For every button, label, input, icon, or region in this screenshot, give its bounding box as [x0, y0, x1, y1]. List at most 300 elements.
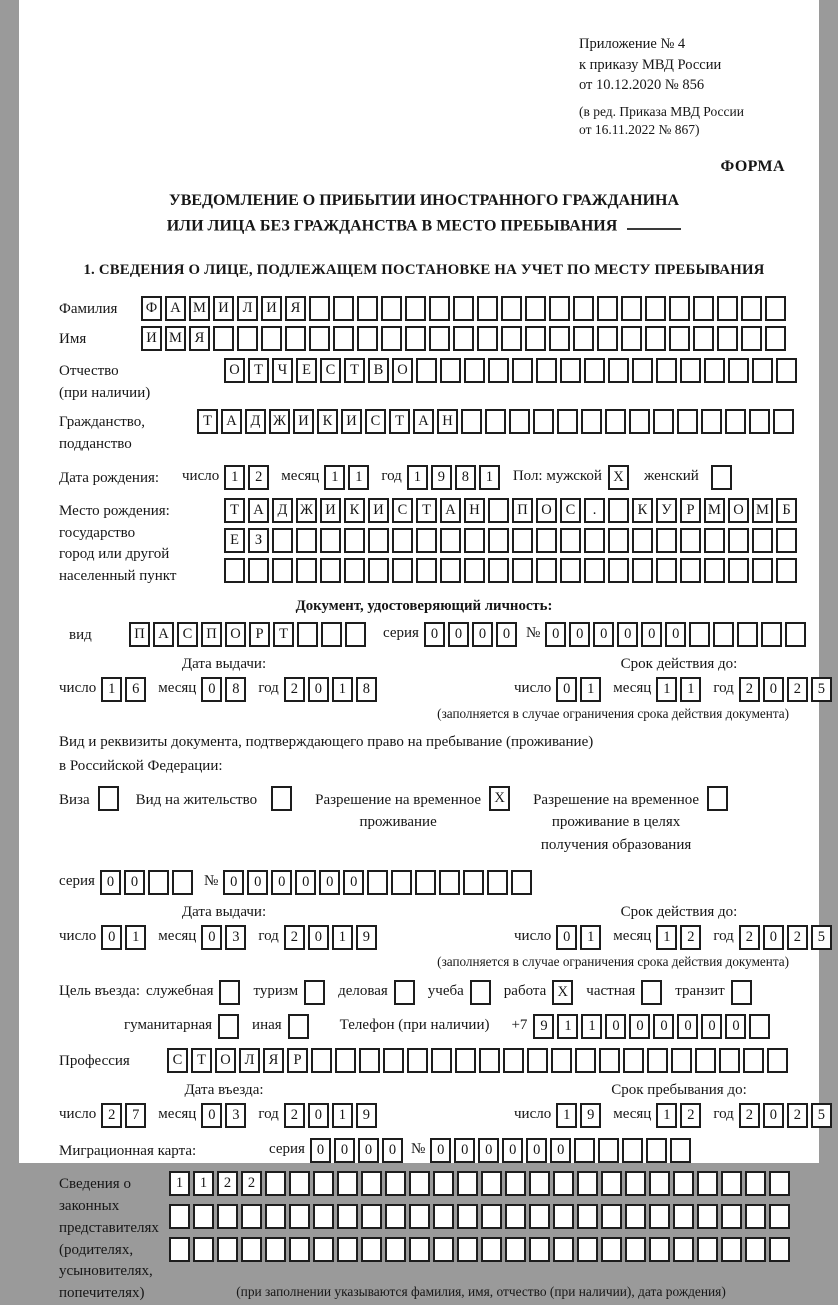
char-cell[interactable]: [785, 622, 806, 647]
char-cell[interactable]: [433, 1204, 454, 1229]
char-cell[interactable]: 0: [430, 1138, 451, 1163]
char-cell[interactable]: А: [248, 498, 269, 523]
char-cell[interactable]: [745, 1204, 766, 1229]
char-cell[interactable]: 0: [569, 622, 590, 647]
char-cell[interactable]: 1: [169, 1171, 190, 1196]
char-cell[interactable]: М: [752, 498, 773, 523]
char-cell[interactable]: 1: [656, 925, 677, 950]
char-cell[interactable]: [385, 1171, 406, 1196]
char-cell[interactable]: [623, 1048, 644, 1073]
char-cell[interactable]: [289, 1204, 310, 1229]
char-cell[interactable]: [625, 1171, 646, 1196]
char-cell[interactable]: 2: [101, 1103, 122, 1128]
char-cell[interactable]: [529, 1171, 550, 1196]
char-cell[interactable]: С: [560, 498, 581, 523]
char-cell[interactable]: [416, 358, 437, 383]
char-cell[interactable]: [509, 409, 530, 434]
char-cell[interactable]: 1: [557, 1014, 578, 1039]
char-cell[interactable]: [213, 326, 234, 351]
char-cell[interactable]: [680, 358, 701, 383]
char-cell[interactable]: 5: [811, 677, 832, 702]
transit-checkbox-cell[interactable]: [731, 980, 752, 1005]
char-cell[interactable]: [415, 870, 436, 895]
char-cell[interactable]: [737, 622, 758, 647]
char-cell[interactable]: [265, 1237, 286, 1262]
char-cell[interactable]: [573, 326, 594, 351]
char-cell[interactable]: [584, 358, 605, 383]
char-cell[interactable]: [311, 1048, 332, 1073]
work-checkbox-cell[interactable]: X: [552, 980, 573, 1005]
char-cell[interactable]: [693, 296, 714, 321]
char-cell[interactable]: [337, 1204, 358, 1229]
char-cell[interactable]: [677, 409, 698, 434]
char-cell[interactable]: 9: [356, 1103, 377, 1128]
char-cell[interactable]: [601, 1204, 622, 1229]
char-cell[interactable]: [487, 870, 508, 895]
char-cell[interactable]: [717, 296, 738, 321]
char-cell[interactable]: [241, 1204, 262, 1229]
char-cell[interactable]: 0: [763, 925, 784, 950]
char-cell[interactable]: [512, 358, 533, 383]
char-cell[interactable]: 2: [739, 1103, 760, 1128]
char-cell[interactable]: [549, 326, 570, 351]
char-cell[interactable]: М: [165, 326, 186, 351]
char-cell[interactable]: 0: [271, 870, 292, 895]
char-cell[interactable]: 0: [308, 925, 329, 950]
char-cell[interactable]: [481, 1171, 502, 1196]
char-cell[interactable]: П: [512, 498, 533, 523]
char-cell[interactable]: [385, 1204, 406, 1229]
char-cell[interactable]: [577, 1204, 598, 1229]
char-cell[interactable]: 0: [556, 925, 577, 950]
char-cell[interactable]: А: [221, 409, 242, 434]
char-cell[interactable]: [367, 870, 388, 895]
char-cell[interactable]: [776, 358, 797, 383]
char-cell[interactable]: П: [201, 622, 222, 647]
char-cell[interactable]: 1: [581, 1014, 602, 1039]
char-cell[interactable]: [536, 558, 557, 583]
char-cell[interactable]: 0: [629, 1014, 650, 1039]
char-cell[interactable]: [169, 1204, 190, 1229]
char-cell[interactable]: [224, 558, 245, 583]
char-cell[interactable]: [749, 1014, 770, 1039]
char-cell[interactable]: Р: [680, 498, 701, 523]
char-cell[interactable]: 1: [556, 1103, 577, 1128]
char-cell[interactable]: В: [368, 358, 389, 383]
char-cell[interactable]: 6: [125, 677, 146, 702]
char-cell[interactable]: П: [129, 622, 150, 647]
char-cell[interactable]: М: [704, 498, 725, 523]
char-cell[interactable]: [728, 358, 749, 383]
char-cell[interactable]: [752, 558, 773, 583]
char-cell[interactable]: [741, 326, 762, 351]
char-cell[interactable]: .: [584, 498, 605, 523]
char-cell[interactable]: [464, 558, 485, 583]
char-cell[interactable]: [237, 326, 258, 351]
char-cell[interactable]: [289, 1237, 310, 1262]
char-cell[interactable]: 9: [431, 465, 452, 490]
char-cell[interactable]: 0: [100, 870, 121, 895]
char-cell[interactable]: [673, 1237, 694, 1262]
char-cell[interactable]: 0: [550, 1138, 571, 1163]
char-cell[interactable]: 0: [101, 925, 122, 950]
char-cell[interactable]: 8: [356, 677, 377, 702]
char-cell[interactable]: [673, 1204, 694, 1229]
char-cell[interactable]: [431, 1048, 452, 1073]
char-cell[interactable]: 0: [763, 677, 784, 702]
char-cell[interactable]: И: [320, 498, 341, 523]
char-cell[interactable]: [248, 558, 269, 583]
char-cell[interactable]: Т: [191, 1048, 212, 1073]
char-cell[interactable]: [584, 558, 605, 583]
char-cell[interactable]: Ч: [272, 358, 293, 383]
char-cell[interactable]: [383, 1048, 404, 1073]
char-cell[interactable]: [392, 528, 413, 553]
char-cell[interactable]: [505, 1204, 526, 1229]
char-cell[interactable]: 0: [201, 1103, 222, 1128]
char-cell[interactable]: [669, 326, 690, 351]
char-cell[interactable]: С: [177, 622, 198, 647]
tourism-checkbox-cell[interactable]: [304, 980, 325, 1005]
char-cell[interactable]: [721, 1171, 742, 1196]
char-cell[interactable]: 5: [811, 925, 832, 950]
char-cell[interactable]: 1: [332, 1103, 353, 1128]
char-cell[interactable]: [629, 409, 650, 434]
char-cell[interactable]: [344, 558, 365, 583]
char-cell[interactable]: 3: [225, 925, 246, 950]
char-cell[interactable]: 0: [617, 622, 638, 647]
char-cell[interactable]: 0: [641, 622, 662, 647]
male-checkbox-cell[interactable]: X: [608, 465, 629, 490]
char-cell[interactable]: [361, 1204, 382, 1229]
char-cell[interactable]: [649, 1237, 670, 1262]
char-cell[interactable]: [584, 528, 605, 553]
char-cell[interactable]: [621, 296, 642, 321]
char-cell[interactable]: 0: [725, 1014, 746, 1039]
char-cell[interactable]: 0: [343, 870, 364, 895]
female-checkbox-cell[interactable]: [711, 465, 732, 490]
char-cell[interactable]: [333, 296, 354, 321]
char-cell[interactable]: [656, 558, 677, 583]
char-cell[interactable]: О: [728, 498, 749, 523]
char-cell[interactable]: 2: [241, 1171, 262, 1196]
char-cell[interactable]: [632, 528, 653, 553]
visa-checkbox-cell[interactable]: [98, 786, 119, 811]
char-cell[interactable]: И: [213, 296, 234, 321]
char-cell[interactable]: [440, 558, 461, 583]
char-cell[interactable]: 1: [479, 465, 500, 490]
char-cell[interactable]: И: [368, 498, 389, 523]
char-cell[interactable]: [625, 1237, 646, 1262]
char-cell[interactable]: [512, 558, 533, 583]
char-cell[interactable]: 2: [284, 1103, 305, 1128]
char-cell[interactable]: [503, 1048, 524, 1073]
char-cell[interactable]: [309, 296, 330, 321]
char-cell[interactable]: [745, 1171, 766, 1196]
char-cell[interactable]: [453, 296, 474, 321]
char-cell[interactable]: [761, 622, 782, 647]
char-cell[interactable]: Ж: [269, 409, 290, 434]
char-cell[interactable]: [488, 558, 509, 583]
char-cell[interactable]: 2: [787, 1103, 808, 1128]
char-cell[interactable]: [368, 528, 389, 553]
char-cell[interactable]: [461, 409, 482, 434]
char-cell[interactable]: [608, 498, 629, 523]
char-cell[interactable]: [632, 358, 653, 383]
char-cell[interactable]: 2: [217, 1171, 238, 1196]
char-cell[interactable]: 0: [358, 1138, 379, 1163]
char-cell[interactable]: 2: [787, 925, 808, 950]
char-cell[interactable]: 2: [284, 925, 305, 950]
char-cell[interactable]: [511, 870, 532, 895]
char-cell[interactable]: [361, 1237, 382, 1262]
char-cell[interactable]: [704, 528, 725, 553]
char-cell[interactable]: [479, 1048, 500, 1073]
char-cell[interactable]: [608, 528, 629, 553]
char-cell[interactable]: [656, 358, 677, 383]
char-cell[interactable]: [463, 870, 484, 895]
temp-residence-checkbox-cell[interactable]: X: [489, 786, 510, 811]
char-cell[interactable]: [148, 870, 169, 895]
char-cell[interactable]: [405, 296, 426, 321]
char-cell[interactable]: [697, 1171, 718, 1196]
char-cell[interactable]: [719, 1048, 740, 1073]
char-cell[interactable]: [320, 528, 341, 553]
char-cell[interactable]: [773, 409, 794, 434]
char-cell[interactable]: 0: [201, 925, 222, 950]
char-cell[interactable]: [455, 1048, 476, 1073]
char-cell[interactable]: [416, 558, 437, 583]
char-cell[interactable]: [272, 528, 293, 553]
char-cell[interactable]: [605, 409, 626, 434]
char-cell[interactable]: М: [189, 296, 210, 321]
char-cell[interactable]: 1: [348, 465, 369, 490]
char-cell[interactable]: [621, 326, 642, 351]
char-cell[interactable]: [505, 1171, 526, 1196]
char-cell[interactable]: Л: [239, 1048, 260, 1073]
humanitarian-checkbox-cell[interactable]: [218, 1014, 239, 1039]
char-cell[interactable]: [695, 1048, 716, 1073]
char-cell[interactable]: [776, 528, 797, 553]
char-cell[interactable]: И: [141, 326, 162, 351]
char-cell[interactable]: [553, 1171, 574, 1196]
char-cell[interactable]: 0: [382, 1138, 403, 1163]
char-cell[interactable]: О: [392, 358, 413, 383]
char-cell[interactable]: [440, 528, 461, 553]
char-cell[interactable]: [632, 558, 653, 583]
char-cell[interactable]: 8: [455, 465, 476, 490]
char-cell[interactable]: [488, 358, 509, 383]
char-cell[interactable]: [433, 1171, 454, 1196]
char-cell[interactable]: [670, 1138, 691, 1163]
char-cell[interactable]: 0: [545, 622, 566, 647]
char-cell[interactable]: [285, 326, 306, 351]
char-cell[interactable]: [697, 1204, 718, 1229]
char-cell[interactable]: 0: [308, 677, 329, 702]
temp-residence-edu-checkbox-cell[interactable]: [707, 786, 728, 811]
char-cell[interactable]: Т: [197, 409, 218, 434]
char-cell[interactable]: 1: [680, 677, 701, 702]
char-cell[interactable]: 2: [739, 925, 760, 950]
char-cell[interactable]: [533, 409, 554, 434]
char-cell[interactable]: [296, 558, 317, 583]
char-cell[interactable]: 2: [739, 677, 760, 702]
char-cell[interactable]: 5: [811, 1103, 832, 1128]
char-cell[interactable]: [488, 528, 509, 553]
char-cell[interactable]: [501, 296, 522, 321]
char-cell[interactable]: [728, 528, 749, 553]
char-cell[interactable]: [457, 1171, 478, 1196]
char-cell[interactable]: [217, 1204, 238, 1229]
char-cell[interactable]: [169, 1237, 190, 1262]
char-cell[interactable]: [704, 358, 725, 383]
char-cell[interactable]: 0: [295, 870, 316, 895]
other-checkbox-cell[interactable]: [288, 1014, 309, 1039]
char-cell[interactable]: [598, 1138, 619, 1163]
char-cell[interactable]: [309, 326, 330, 351]
char-cell[interactable]: [625, 1204, 646, 1229]
char-cell[interactable]: [368, 558, 389, 583]
char-cell[interactable]: А: [440, 498, 461, 523]
char-cell[interactable]: [560, 358, 581, 383]
char-cell[interactable]: 2: [680, 925, 701, 950]
char-cell[interactable]: [272, 558, 293, 583]
char-cell[interactable]: [433, 1237, 454, 1262]
char-cell[interactable]: [477, 326, 498, 351]
char-cell[interactable]: [525, 296, 546, 321]
char-cell[interactable]: [407, 1048, 428, 1073]
char-cell[interactable]: [769, 1204, 790, 1229]
char-cell[interactable]: [701, 409, 722, 434]
char-cell[interactable]: 0: [124, 870, 145, 895]
char-cell[interactable]: Т: [389, 409, 410, 434]
char-cell[interactable]: [416, 528, 437, 553]
char-cell[interactable]: 0: [334, 1138, 355, 1163]
char-cell[interactable]: [673, 1171, 694, 1196]
char-cell[interactable]: 0: [310, 1138, 331, 1163]
char-cell[interactable]: 1: [580, 925, 601, 950]
char-cell[interactable]: З: [248, 528, 269, 553]
char-cell[interactable]: Е: [224, 528, 245, 553]
char-cell[interactable]: [381, 296, 402, 321]
char-cell[interactable]: [359, 1048, 380, 1073]
char-cell[interactable]: [622, 1138, 643, 1163]
char-cell[interactable]: Р: [287, 1048, 308, 1073]
char-cell[interactable]: С: [167, 1048, 188, 1073]
char-cell[interactable]: [704, 558, 725, 583]
char-cell[interactable]: 1: [407, 465, 428, 490]
char-cell[interactable]: 0: [701, 1014, 722, 1039]
char-cell[interactable]: К: [632, 498, 653, 523]
char-cell[interactable]: [671, 1048, 692, 1073]
char-cell[interactable]: 0: [223, 870, 244, 895]
char-cell[interactable]: [241, 1237, 262, 1262]
char-cell[interactable]: [335, 1048, 356, 1073]
char-cell[interactable]: [573, 296, 594, 321]
char-cell[interactable]: [560, 528, 581, 553]
char-cell[interactable]: [297, 622, 318, 647]
char-cell[interactable]: И: [293, 409, 314, 434]
char-cell[interactable]: [765, 296, 786, 321]
char-cell[interactable]: [553, 1237, 574, 1262]
char-cell[interactable]: [575, 1048, 596, 1073]
char-cell[interactable]: Я: [263, 1048, 284, 1073]
char-cell[interactable]: [557, 409, 578, 434]
char-cell[interactable]: Я: [285, 296, 306, 321]
char-cell[interactable]: [689, 622, 710, 647]
char-cell[interactable]: 8: [225, 677, 246, 702]
char-cell[interactable]: [488, 498, 509, 523]
char-cell[interactable]: [261, 326, 282, 351]
char-cell[interactable]: [693, 326, 714, 351]
char-cell[interactable]: [529, 1237, 550, 1262]
char-cell[interactable]: [599, 1048, 620, 1073]
char-cell[interactable]: И: [261, 296, 282, 321]
char-cell[interactable]: [409, 1237, 430, 1262]
char-cell[interactable]: [464, 358, 485, 383]
char-cell[interactable]: [440, 358, 461, 383]
char-cell[interactable]: 1: [580, 677, 601, 702]
char-cell[interactable]: [429, 326, 450, 351]
char-cell[interactable]: 0: [201, 677, 222, 702]
char-cell[interactable]: [361, 1171, 382, 1196]
char-cell[interactable]: [385, 1237, 406, 1262]
char-cell[interactable]: [333, 326, 354, 351]
char-cell[interactable]: А: [153, 622, 174, 647]
char-cell[interactable]: [409, 1204, 430, 1229]
char-cell[interactable]: 0: [502, 1138, 523, 1163]
char-cell[interactable]: [601, 1171, 622, 1196]
char-cell[interactable]: [527, 1048, 548, 1073]
char-cell[interactable]: [313, 1237, 334, 1262]
char-cell[interactable]: [501, 326, 522, 351]
char-cell[interactable]: [752, 358, 773, 383]
char-cell[interactable]: [767, 1048, 788, 1073]
char-cell[interactable]: 0: [665, 622, 686, 647]
char-cell[interactable]: К: [317, 409, 338, 434]
char-cell[interactable]: [581, 409, 602, 434]
char-cell[interactable]: [608, 358, 629, 383]
char-cell[interactable]: [357, 326, 378, 351]
char-cell[interactable]: 1: [324, 465, 345, 490]
char-cell[interactable]: О: [224, 358, 245, 383]
char-cell[interactable]: [345, 622, 366, 647]
char-cell[interactable]: [597, 326, 618, 351]
char-cell[interactable]: С: [392, 498, 413, 523]
char-cell[interactable]: [536, 528, 557, 553]
char-cell[interactable]: 0: [247, 870, 268, 895]
char-cell[interactable]: [649, 1204, 670, 1229]
char-cell[interactable]: Т: [344, 358, 365, 383]
char-cell[interactable]: 1: [224, 465, 245, 490]
char-cell[interactable]: К: [344, 498, 365, 523]
char-cell[interactable]: 7: [125, 1103, 146, 1128]
char-cell[interactable]: 0: [763, 1103, 784, 1128]
char-cell[interactable]: 1: [125, 925, 146, 950]
char-cell[interactable]: 1: [193, 1171, 214, 1196]
char-cell[interactable]: 1: [656, 1103, 677, 1128]
char-cell[interactable]: [553, 1204, 574, 1229]
char-cell[interactable]: [217, 1237, 238, 1262]
char-cell[interactable]: [439, 870, 460, 895]
char-cell[interactable]: [647, 1048, 668, 1073]
char-cell[interactable]: [536, 358, 557, 383]
char-cell[interactable]: У: [656, 498, 677, 523]
char-cell[interactable]: С: [365, 409, 386, 434]
char-cell[interactable]: [337, 1171, 358, 1196]
char-cell[interactable]: [357, 296, 378, 321]
char-cell[interactable]: 0: [478, 1138, 499, 1163]
